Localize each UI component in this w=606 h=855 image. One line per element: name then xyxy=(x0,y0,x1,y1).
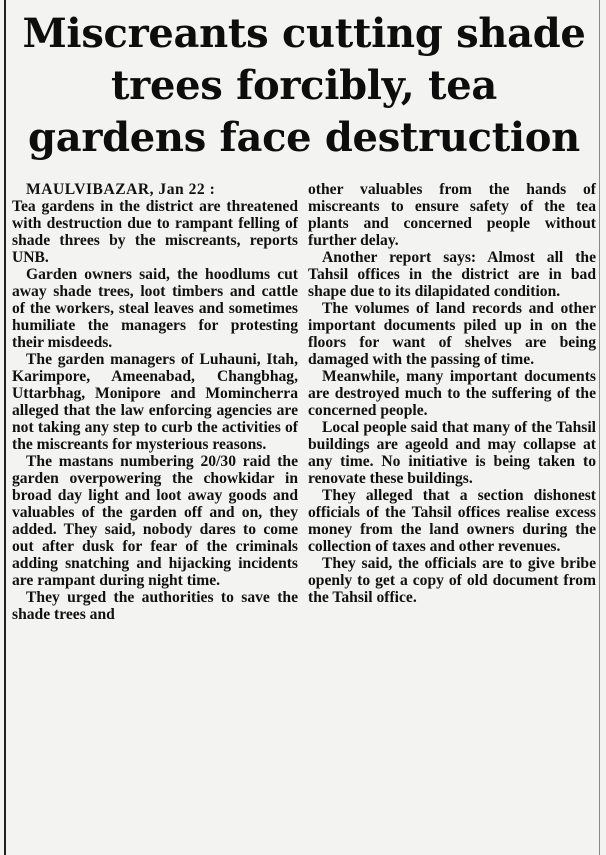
paragraph-continuation: other valuables from the hands of miscreants to ensure safety of the tea plants and concerned people without further delay. xyxy=(308,181,596,249)
paragraph: Meanwhile, many important documents are destroyed much to the suffering of the concerned people. xyxy=(308,368,596,419)
headline-line-3: gardens face destruction xyxy=(28,114,580,161)
paragraph: Tea gardens in the district are threatened with destruction due to rampant felling of shade threes by the miscreants, reports UNB. xyxy=(12,198,298,266)
headline-line-1: Miscreants cutting shade xyxy=(22,10,586,57)
left-column xyxy=(12,181,298,623)
right-column xyxy=(308,181,596,606)
paragraph: The volumes of land records and other important documents piled up in on the floors for want of shelves are being damaged with the passing of time. xyxy=(308,300,596,368)
right-edge-rule xyxy=(599,0,600,855)
dateline: MAULVIBAZAR, Jan 22 : xyxy=(26,181,216,198)
paragraph: The mastans numbering 20/30 raid the garden overpowering the chowkidar in broad day light and loot away goods and valuables of the garden off and on, they added. They said, nobody dares to come out after dusk for fear of the criminals adding snatching and hijacking incidents are rampant during night time. xyxy=(12,453,298,589)
paragraph: They said, the officials are to give bribe openly to get a copy of old document from the Tahsil office. xyxy=(308,555,596,606)
left-column-rule xyxy=(4,0,6,855)
paragraph: Garden owners said, the hoodlums cut away shade trees, loot timbers and cattle of the workers, steal leaves and sometimes humiliate the managers for protesting their misdeeds. xyxy=(12,266,298,351)
paragraph: Local people said that many of the Tahsil buildings are ageold and may collapse at any time. No initiative is being taken to renovate these buildings. xyxy=(308,419,596,487)
paragraph: They alleged that a section dishonest officials of the Tahsil offices realise excess money from the land owners during the collection of taxes and other revenues. xyxy=(308,487,596,555)
paragraph: The garden managers of Luhauni, Itah, Karimpore, Ameenabad, Changbhag, Uttarbhag, Monipore and Momincherra alleged that the law enforcing agencies are not taking any step to curb the activities of the miscreants for mysterious reasons. xyxy=(12,351,298,453)
headline-line-2: trees forcibly, tea xyxy=(111,62,497,109)
headline xyxy=(10,8,598,164)
paragraph: Another report says: Almost all the Tahsil offices in the district are in bad shape due to its dilapidated condition. xyxy=(308,249,596,300)
paragraph: They urged the authorities to save the shade trees and xyxy=(12,589,298,623)
